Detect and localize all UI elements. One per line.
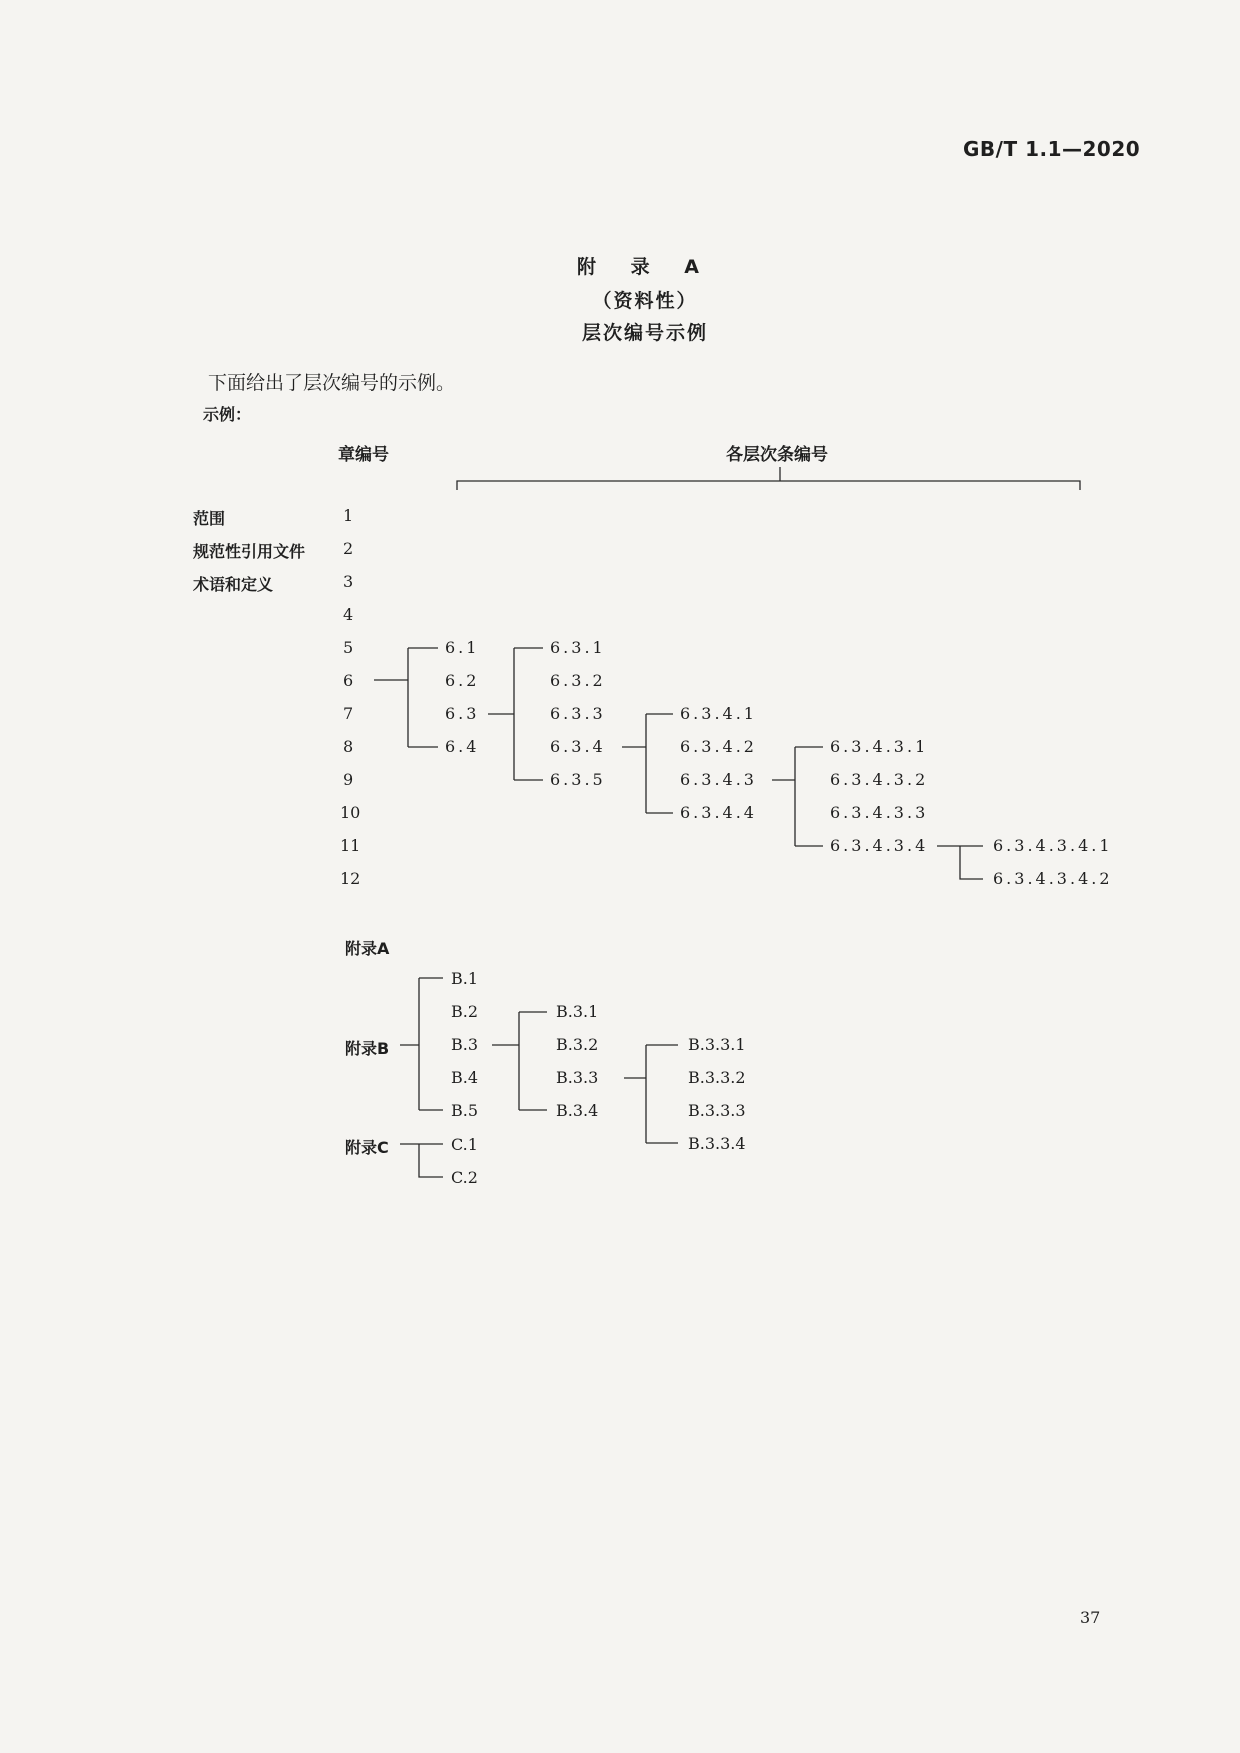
chapter-number: 10 bbox=[340, 803, 361, 822]
chapter-number: 5 bbox=[343, 638, 354, 657]
clause-number: 6.3.4 bbox=[550, 737, 606, 756]
chapter-number: 9 bbox=[343, 770, 354, 789]
annex-clause: B.3.2 bbox=[556, 1035, 599, 1054]
annex-clause: B.1 bbox=[451, 969, 479, 988]
page-number: 37 bbox=[1080, 1608, 1101, 1627]
annex-clause: B.3 bbox=[451, 1035, 479, 1054]
connector-annex-b bbox=[400, 978, 443, 1110]
chapter-number-header: 章编号 bbox=[338, 445, 389, 465]
annex-clause: B.3.3.4 bbox=[688, 1134, 746, 1153]
connector-6-3 bbox=[488, 648, 543, 780]
connector-b-3-3 bbox=[624, 1045, 678, 1143]
clause-number: 6.1 bbox=[445, 638, 480, 657]
clause-number: 6.3.4.3.4.1 bbox=[993, 836, 1113, 855]
clause-number: 6.3.4.2 bbox=[680, 737, 757, 756]
annex-heading: 层次编号示例 bbox=[581, 322, 708, 344]
clause-number: 6.3 bbox=[445, 704, 480, 723]
intro-paragraph: 下面给出了层次编号的示例。 bbox=[208, 372, 456, 394]
chapter-label-references: 规范性引用文件 bbox=[193, 542, 306, 561]
chapter-number: 12 bbox=[340, 869, 361, 888]
connector-b-3 bbox=[492, 1012, 547, 1110]
annex-clause: B.3.3.3 bbox=[688, 1101, 746, 1120]
clause-number: 6.3.4.3.1 bbox=[830, 737, 929, 756]
annex-a-label: 附录A bbox=[345, 939, 390, 958]
chapter-label-scope: 范围 bbox=[193, 509, 226, 528]
annex-clause: B.3.4 bbox=[556, 1101, 599, 1120]
clause-number: 6.3.4.1 bbox=[680, 704, 757, 723]
clause-number: 6.3.4.3.2 bbox=[830, 770, 929, 789]
connector-6-3-4 bbox=[622, 714, 673, 813]
annex-c-label: 附录C bbox=[345, 1138, 389, 1157]
chapter-number: 3 bbox=[343, 572, 354, 591]
chapter-number: 6 bbox=[343, 671, 354, 690]
chapter-number: 11 bbox=[340, 836, 361, 855]
chapter-label-terms: 术语和定义 bbox=[193, 575, 274, 594]
chapter-number: 2 bbox=[343, 539, 354, 558]
connector-annex-c bbox=[400, 1144, 443, 1177]
connector-6-3-4-3-4 bbox=[937, 846, 983, 879]
clause-number: 6.3.4.3.4 bbox=[830, 836, 929, 855]
annex-type: （资料性） bbox=[592, 290, 698, 312]
standard-number: GB/T 1.1—2020 bbox=[963, 137, 1141, 161]
clause-number: 6.3.3 bbox=[550, 704, 606, 723]
annex-clause: C.2 bbox=[451, 1168, 478, 1187]
clause-number: 6.3.5 bbox=[550, 770, 606, 789]
clause-number: 6.4 bbox=[445, 737, 480, 756]
annex-clause: C.1 bbox=[451, 1135, 478, 1154]
annex-title: 附 录 A bbox=[577, 256, 713, 278]
clause-number: 6.3.4.3.4.2 bbox=[993, 869, 1113, 888]
clause-number: 6.3.1 bbox=[550, 638, 606, 657]
annex-clause: B.3.3 bbox=[556, 1068, 599, 1087]
annex-clause: B.3.1 bbox=[556, 1002, 599, 1021]
example-label: 示例： bbox=[203, 405, 252, 424]
connector-6 bbox=[374, 648, 438, 747]
chapter-number: 7 bbox=[343, 704, 354, 723]
chapter-number: 4 bbox=[343, 605, 354, 624]
annex-clause: B.2 bbox=[451, 1002, 479, 1021]
chapter-number: 8 bbox=[343, 737, 354, 756]
connector-6-3-4-3 bbox=[772, 747, 823, 846]
header-bracket bbox=[457, 467, 1080, 490]
clause-number: 6.3.4.4 bbox=[680, 803, 757, 822]
clause-number: 6.3.4.3.3 bbox=[830, 803, 929, 822]
subclause-number-header: 各层次条编号 bbox=[726, 445, 828, 465]
annex-b-label: 附录B bbox=[345, 1039, 390, 1058]
annex-clause: B.3.3.2 bbox=[688, 1068, 746, 1087]
annex-clause: B.4 bbox=[451, 1068, 479, 1087]
annex-clause: B.3.3.1 bbox=[688, 1035, 746, 1054]
clause-number: 6.2 bbox=[445, 671, 480, 690]
annex-clause: B.5 bbox=[451, 1101, 479, 1120]
chapter-number: 1 bbox=[343, 506, 354, 525]
clause-number: 6.3.4.3 bbox=[680, 770, 757, 789]
clause-number: 6.3.2 bbox=[550, 671, 606, 690]
